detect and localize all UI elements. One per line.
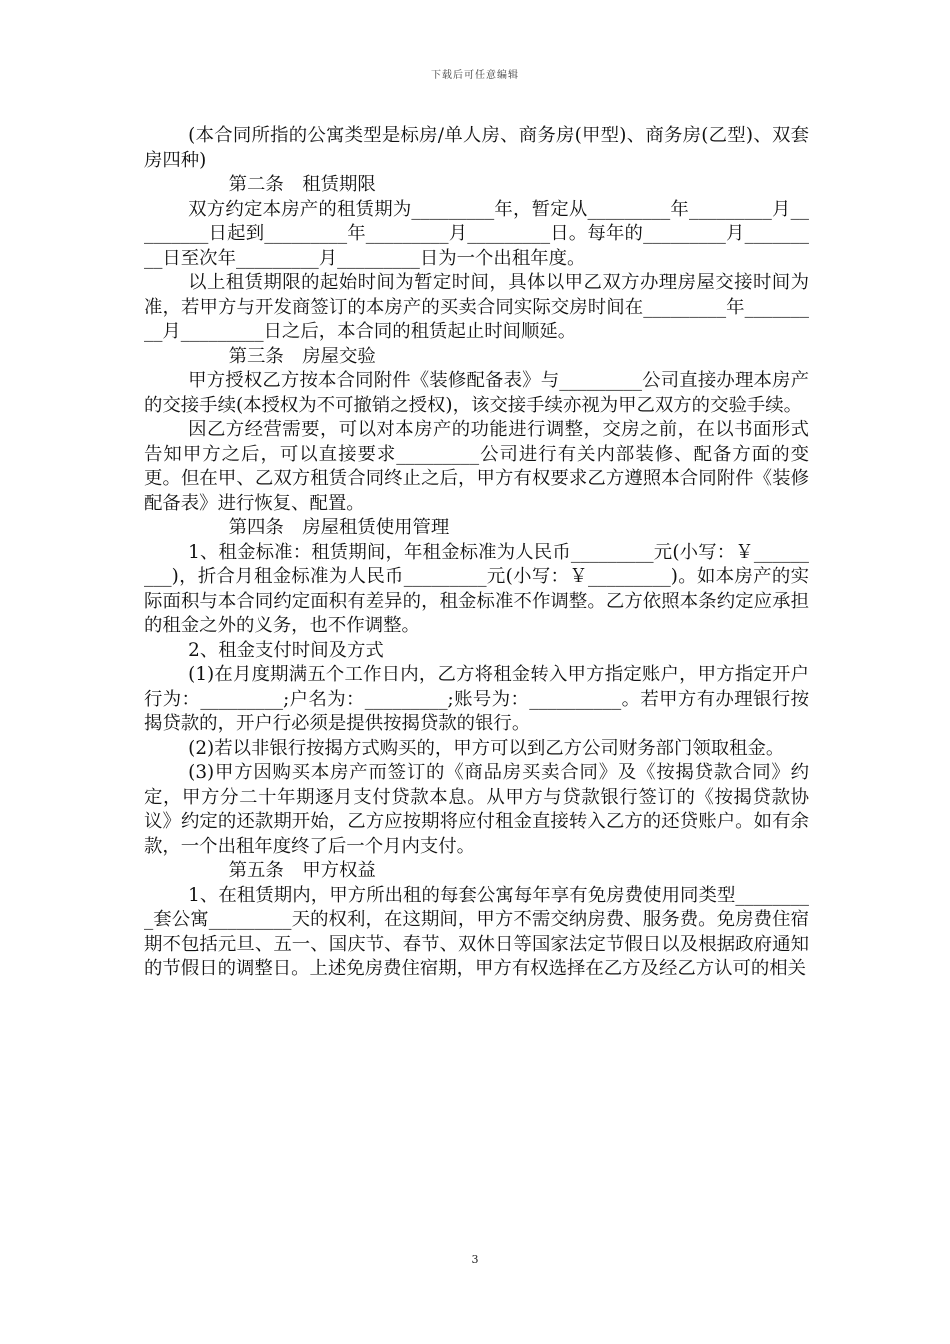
paragraph-lease-start-adjustment: 以上租赁期限的起始时间为暂定时间，具体以甲乙双方办理房屋交接时间为准，若甲方与开发商签订的本房产的买卖合同实际交房时间在_________年_________月_________日之后，本合同的租赁起止时间顺延。	[144, 272, 809, 342]
paragraph-free-stay-rights: 1、在租赁期内，甲方所出租的每套公寓每年享有免房费使用同类型_________套公寓_________天的权利，在这期间，甲方不需交纳房费、服务费。免房费住宿期不包括元旦、五一、国庆节、春节、双休日等国家法定节假日以及根据政府通知的节假日的调整日。上述免房费住宿期，甲方有权选择在乙方及经乙方认可的相关	[144, 884, 809, 979]
section-heading-lease-term: 第二条 租赁期限	[228, 174, 376, 195]
paragraph-lease-period: 双方约定本房产的租赁期为_________年，暂定从_________年_________月_________日起到_________年_________月_________日。每年的_________月_________日至次年_________月_________日为一个出租年度。	[144, 198, 809, 269]
section-heading-lease-management: 第四条 房屋租赁使用管理	[228, 517, 450, 538]
paragraph-apartment-types: (本合同所指的公寓类型是标房/单人房、商务房(甲型)、商务房(乙型)、双套房四种)	[144, 125, 809, 171]
paragraph-payment-clause-3: (3)甲方因购买本房产而签订的《商品房买卖合同》及《按揭贷款合同》约定，甲方分二十年期逐月支付贷款本息。从甲方与贷款银行签订的《按揭贷款协议》约定的还款期开始，乙方应按期将应付租金直接转入乙方的还贷账户。如有余款，一个出租年度终了后一个月内支付。	[144, 762, 809, 857]
paragraph-payment-clause-2: (2)若以非银行按揭方式购买的，甲方可以到乙方公司财务部门领取租金。	[188, 737, 785, 759]
paragraph-payment-clause-1: (1)在月度期满五个工作日内，乙方将租金转入甲方指定账户，甲方指定开户行为：_________;户名为：_________;账号为：__________。若甲方有办理银行按揭贷款的，开户行必须是提供按揭贷款的银行。	[144, 664, 809, 734]
page-header: 下载后可任意编辑	[431, 70, 519, 81]
section-heading-handover: 第三条 房屋交验	[228, 345, 376, 367]
paragraph-payment-method-title: 2、租金支付时间及方式	[188, 639, 384, 661]
section-heading-lessor-rights: 第五条 甲方权益	[228, 860, 376, 881]
paragraph-handover-authorization: 甲方授权乙方按本合同附件《装修配备表》与_________公司直接办理本房产的交接手续(本授权为不可撤销之授权)，该交接手续亦视为甲乙双方的交验手续。	[144, 370, 809, 416]
paragraph-rent-standard: 1、租金标准：租赁期间，年租金标准为人民币_________元(小写：￥_________)，折合月租金标准为人民币_________元(小写：￥_________)。如本房产的实际面积与本合同约定面积有差异的，租金标准不作调整。乙方依照本条约定应承担的租金之外的义务，也不作调整。	[144, 541, 809, 636]
paragraph-function-adjustment: 因乙方经营需要，可以对本房产的功能进行调整，交房之前，在以书面形式告知甲方之后，可以直接要求_________公司进行有关内部装修、配备方面的变更。但在甲、乙双方租赁合同终止之后，甲方有权要求乙方遵照本合同附件《装修配备表》进行恢复、配置。	[144, 419, 809, 514]
page-number: 3	[471, 1253, 479, 1266]
document-body	[144, 124, 809, 982]
